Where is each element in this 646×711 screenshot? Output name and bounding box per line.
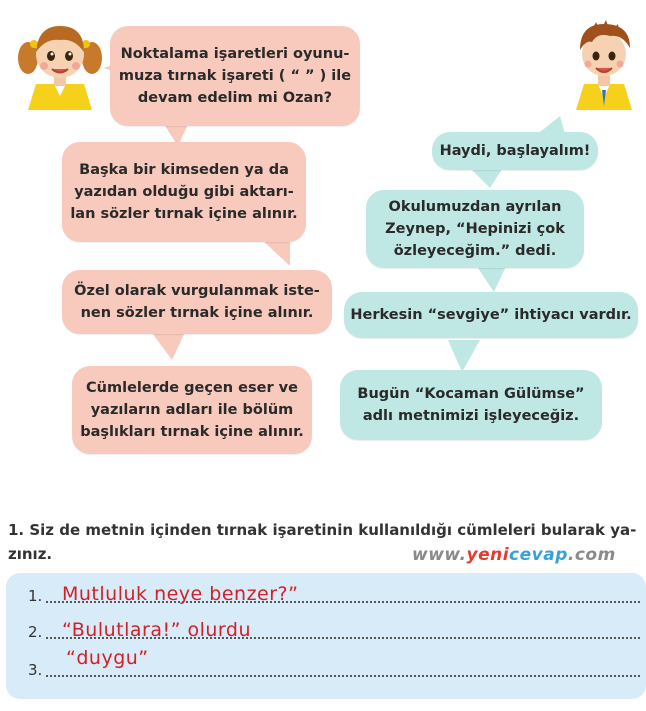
bubble-text: Özel olarak vurgulanmak iste- nen sözler tırnak içine alınır. [74,283,320,321]
bubble-text: Haydi, başlayalım! [439,143,591,159]
bubble-text: Noktalama işaretleri oyunu- muza tırnak işareti ( “ ” ) ile devam edelim mi Ozan? [118,46,352,106]
bubble-rule-quotation [62,142,306,242]
bubble-text: Başka bir kimseden ya da yazıdan olduğu gibi aktarı- lan sözler tırnak içine alınır. [70,162,298,222]
handwritten-answer: Mutluluk neye benzer?” [62,583,299,605]
bubble-text: Bugün “Kocaman Gülümse” adlı metnimizi işleyeceğiz. [357,386,585,424]
answer-line-2[interactable] [28,615,640,643]
question-text: 1. Siz de metnin içinden tırnak işaretinin kullanıldığı cümleleri bularak ya- zınız. [8,521,637,563]
answer-line-3[interactable] [28,647,640,681]
bubble-boy-start [432,132,598,170]
tail-t3 [448,340,480,372]
bubble-text: Herkesin “sevgiye” ihtiyacı vardır. [350,307,632,323]
bubble-example-titles [340,370,602,440]
bubble-rule-titles [72,366,312,454]
bubble-girl-intro [110,26,360,126]
bubble-text: Cümlelerde geçen eser ve yazıların adları ile bölüm başlıkları tırnak içine alınır. [80,380,304,440]
answer-area [6,573,646,699]
site-watermark [412,545,616,565]
watermark-com: .com [567,545,616,565]
watermark-yeni: yeni [466,545,510,565]
handwritten-answer: “duygu” [66,647,149,669]
line-number: 1. [28,587,43,605]
watermark-cevap: cevap [509,545,568,565]
bubble-example-emphasis [344,292,638,338]
tail-b3 [150,330,186,360]
line-number: 3. [28,661,43,679]
watermark-www: www. [412,545,467,565]
bubble-text: Okulumuzdan ayrılan Zeynep, “Hepinizi çok özleyeceğim.” dedi. [385,199,565,259]
dotted-line [46,675,640,677]
bubble-rule-emphasis [62,270,332,334]
boy-character [570,14,638,110]
answer-line-1[interactable] [28,579,640,607]
bubble-example-quotation [366,190,584,268]
tail-b2 [260,238,290,266]
handwritten-answer: “Bulutlara!” olurdu [62,619,252,641]
girl-character [14,14,106,110]
line-number: 2. [28,623,43,641]
